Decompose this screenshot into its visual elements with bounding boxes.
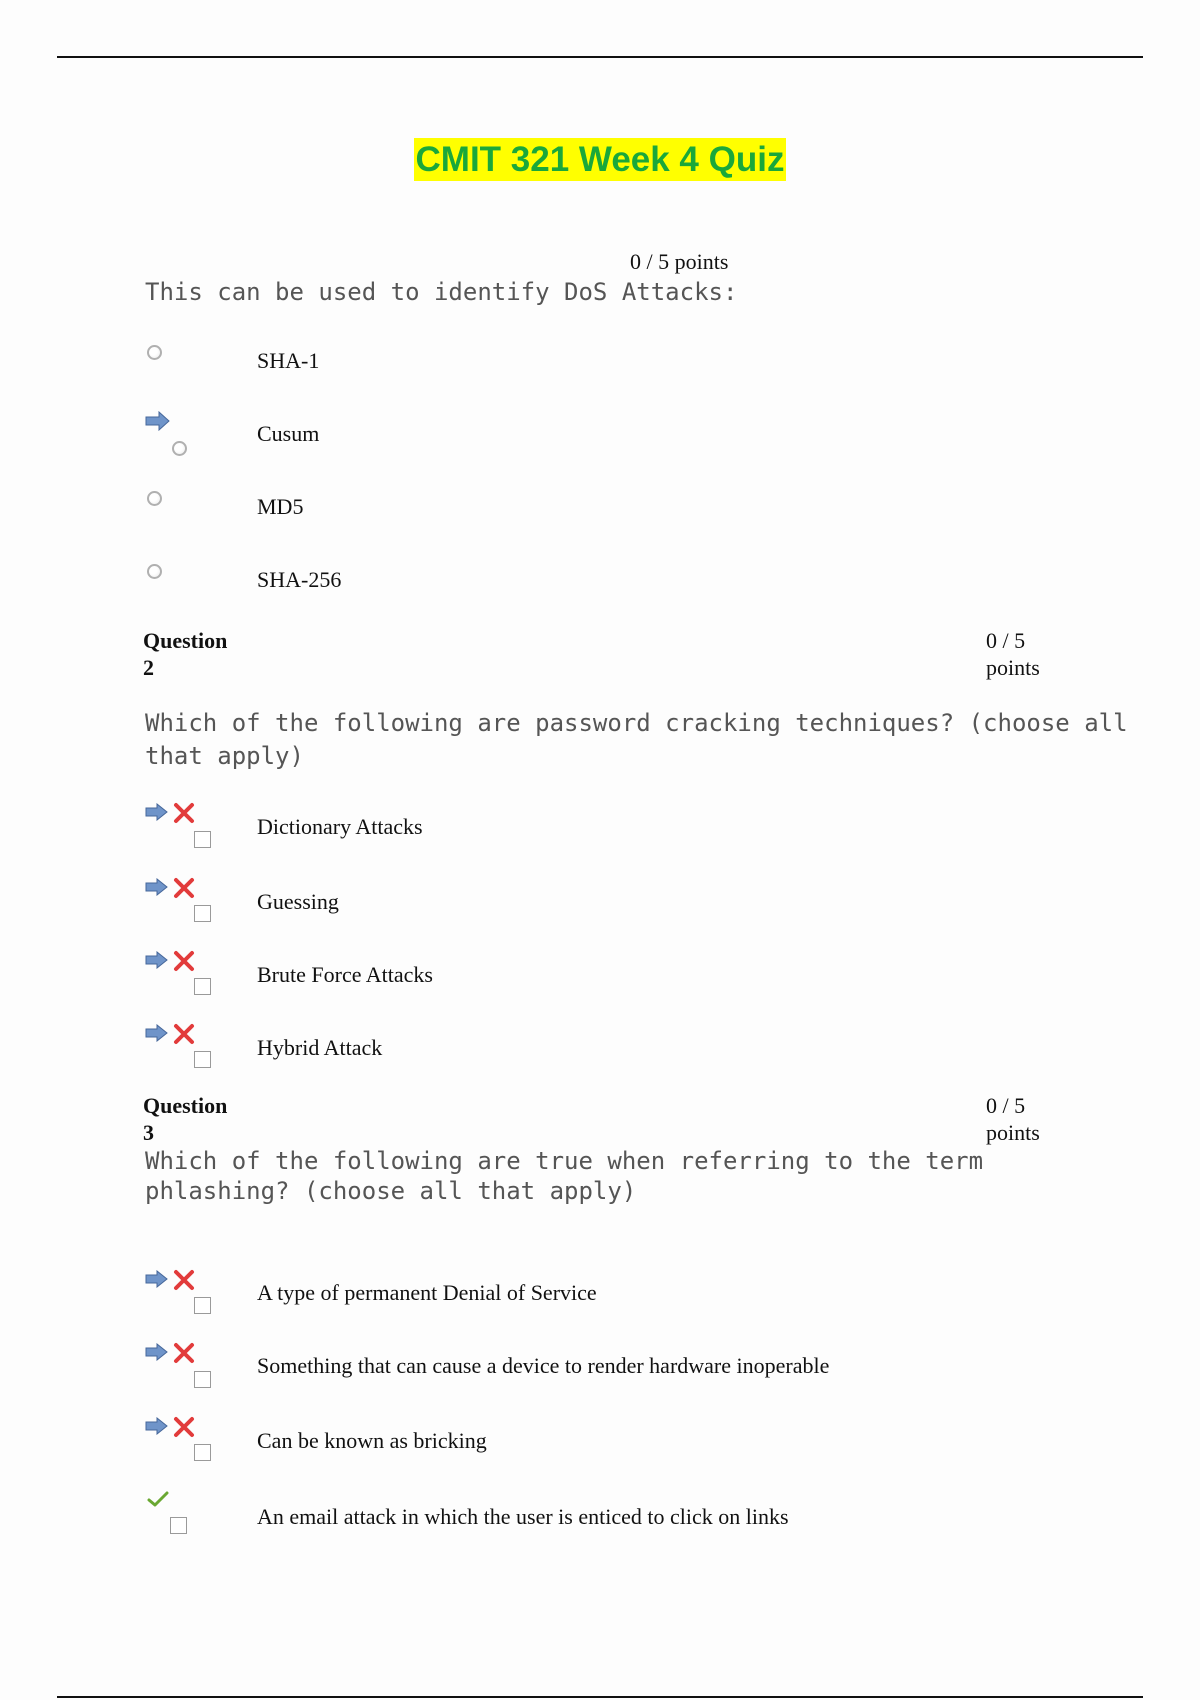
q2-option-4-checkbox[interactable] [194,1051,211,1068]
q2-label-word: Question [143,628,228,653]
bottom-rule [57,1696,1143,1698]
q1-option-3-label: MD5 [257,494,304,519]
q3-text [145,1146,983,1206]
q2-text [145,707,1128,773]
incorrect-x-icon [173,950,195,972]
q1-points: 0 / 5 points [630,249,729,274]
q2-points [986,627,1040,681]
q3-option-4-label: An email attack in which the user is enticed to click on links [257,1504,789,1529]
q3-points [986,1092,1040,1146]
q3-text-line-1: Which of the following are true when referring to the term [145,1147,984,1175]
q2-option-2-label: Guessing [257,889,339,914]
q3-option-4-checkbox[interactable] [170,1517,187,1534]
q2-label-number: 2 [143,655,154,680]
q2-points-word: points [986,655,1040,680]
q2-label [143,627,227,681]
q2-option-2-checkbox[interactable] [194,905,211,922]
q1-option-4-label: SHA-256 [257,567,342,592]
q2-option-3-label: Brute Force Attacks [257,962,433,987]
q2-option-4-label: Hybrid Attack [257,1035,383,1060]
q1-text: This can be used to identify DoS Attacks: [145,278,738,306]
q2-option-1-checkbox[interactable] [194,831,211,848]
q3-option-3-label: Can be known as bricking [257,1428,487,1453]
incorrect-x-icon [173,1269,195,1291]
q3-option-1-label: A type of permanent Denial of Service [257,1280,597,1305]
q3-label [143,1092,227,1146]
q2-option-1-label: Dictionary Attacks [257,814,423,839]
arrow-icon [145,1417,169,1435]
q1-option-3-radio[interactable] [147,491,162,506]
q2-text-line-1: Which of the following are password cracking techniques? (choose all [145,709,1128,737]
q3-option-1-checkbox[interactable] [194,1297,211,1314]
top-rule [57,56,1143,58]
q1-option-4-radio[interactable] [147,564,162,579]
q3-option-2-checkbox[interactable] [194,1371,211,1388]
incorrect-x-icon [173,877,195,899]
q1-option-1-radio[interactable] [147,345,162,360]
arrow-icon [145,803,169,821]
incorrect-x-icon [173,1342,195,1364]
page-title-wrap [0,140,1200,180]
q2-option-3-checkbox[interactable] [194,978,211,995]
q1-option-2-radio[interactable] [172,441,187,456]
incorrect-x-icon [173,802,195,824]
q3-points-word: points [986,1120,1040,1145]
q2-points-value: 0 / 5 [986,628,1026,653]
incorrect-x-icon [173,1416,195,1438]
q3-option-3-checkbox[interactable] [194,1444,211,1461]
arrow-icon [145,1024,169,1042]
q1-option-2-label: Cusum [257,421,320,446]
page-title: CMIT 321 Week 4 Quiz [415,140,785,179]
q1-option-1-label: SHA-1 [257,348,320,373]
correct-check-icon [147,1490,169,1508]
arrow-icon [145,951,169,969]
q3-option-2-label: Something that can cause a device to render hardware inoperable [257,1353,830,1378]
q2-text-line-2: that apply) [145,742,304,770]
q3-label-number: 3 [143,1120,154,1145]
q3-text-line-2: phlashing? (choose all that apply) [145,1177,637,1205]
incorrect-x-icon [173,1023,195,1045]
arrow-icon [145,1343,169,1361]
arrow-icon [145,1270,169,1288]
q3-label-word: Question [143,1093,228,1118]
arrow-icon [145,878,169,896]
q3-points-value: 0 / 5 [986,1093,1026,1118]
selected-answer-arrow-icon [145,411,171,431]
